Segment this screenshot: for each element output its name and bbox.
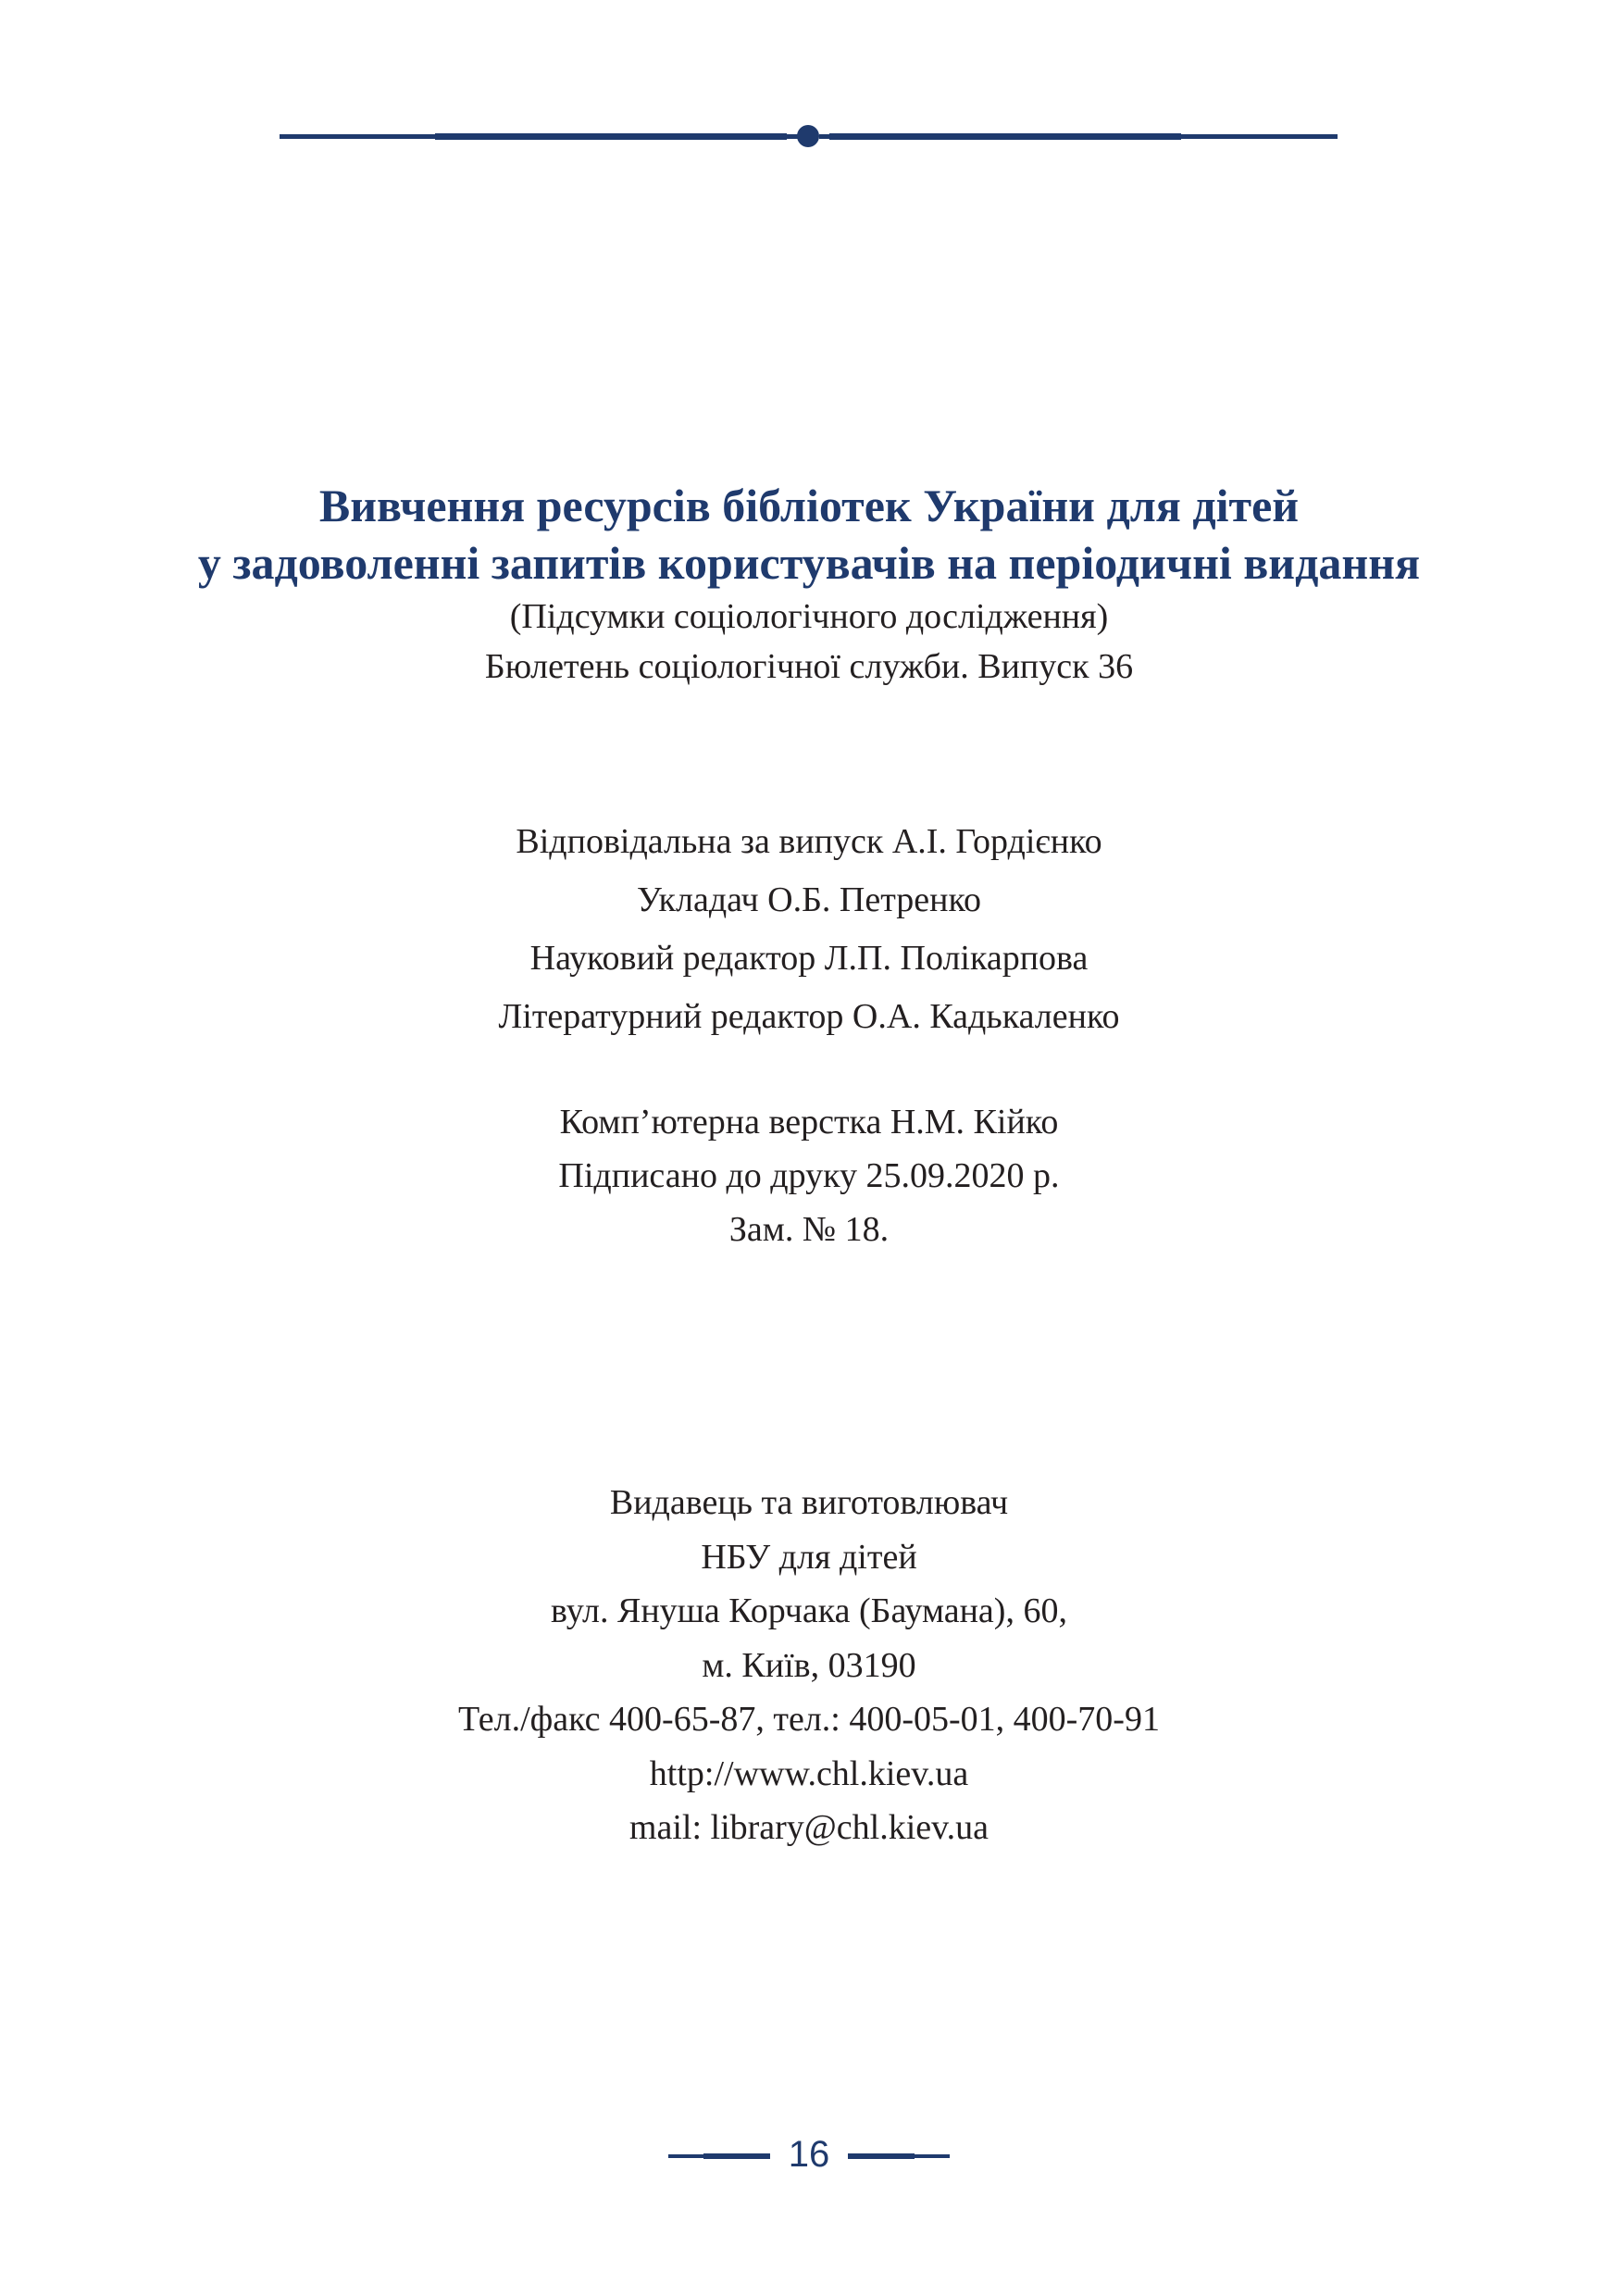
publisher-name: НБУ для дітей [701,1537,917,1577]
footer-rule-left-thick [703,2153,770,2159]
subtitle-bulletin: Бюлетень соціологічної служби. Випуск 36 [484,647,1134,686]
credit-literary-editor: Літературний редактор О.А. Кадькаленко [498,997,1120,1036]
publisher-block [0,1476,1618,1855]
document-title-line-2: у задоволенні запитів користувачів на періодичні видання [197,537,1421,589]
publisher-heading: Видавець та виготовлювач [609,1483,1009,1522]
credit-scientific-editor: Науковий редактор Л.П. Полікарпова [529,939,1089,978]
subtitle-summary: (Підсумки соціологічного дослідження) [509,597,1109,636]
footer-rule-right-thick [848,2153,915,2159]
production-layout: Комп’ютерна верстка Н.М. Кійко [559,1103,1059,1142]
publisher-city: м. Київ, 03190 [702,1645,916,1685]
header-rule-right-thick [829,133,1181,140]
credit-responsible: Відповідальна за випуск А.І. Гордієнко [516,822,1102,861]
publisher-email: mail: library@chl.kiev.ua [629,1808,989,1847]
production-signed-date: Підписано до друку 25.09.2020 р. [558,1156,1060,1195]
publisher-street: вул. Януша Корчака (Баумана), 60, [551,1591,1067,1630]
publisher-phones: Тел./факс 400-65-87, тел.: 400-05-01, 400-70-91 [458,1700,1160,1739]
production-order-number: Зам. № 18. [728,1210,890,1249]
header-rule-left-thick [435,133,787,140]
header-dot-icon [797,125,819,147]
publisher-website: http://www.chl.kiev.ua [649,1753,969,1793]
header-ornament [280,125,1338,147]
production-block [0,1095,1618,1256]
page-number: 16 [788,2134,830,2175]
credit-compiler: Укладач О.Б. Петренко [636,880,982,919]
credits-block [0,813,1618,1046]
title-block [0,477,1618,692]
document-title-line-1: Вивчення ресурсів бібліотек України для дітей [318,480,1300,531]
